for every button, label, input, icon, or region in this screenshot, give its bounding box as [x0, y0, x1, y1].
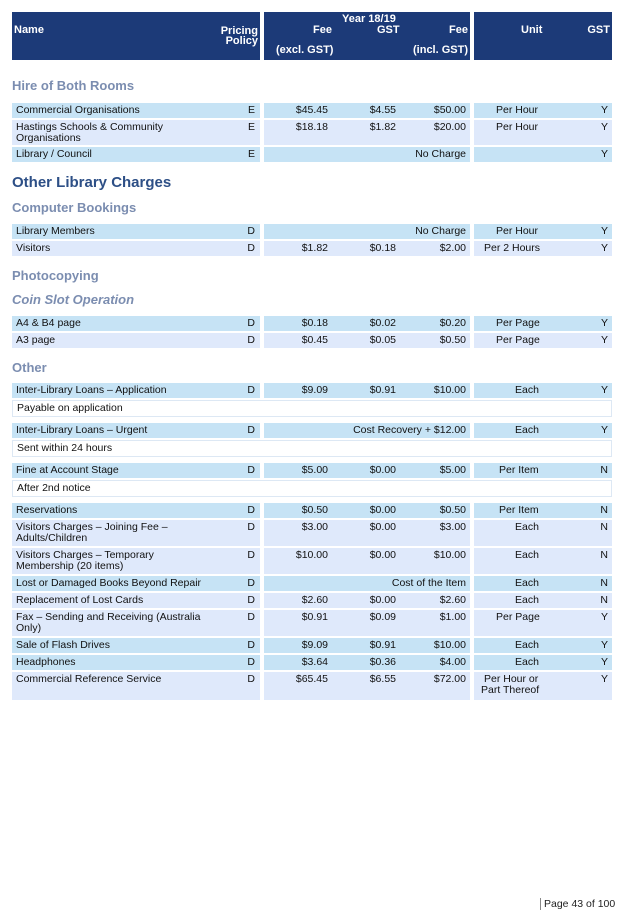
row-unit: Per 2 Hours — [484, 242, 541, 254]
row-gst: $0.09 — [369, 611, 396, 623]
row-fee-excl: $1.82 — [301, 242, 328, 254]
row-fee-excl: $3.64 — [301, 656, 328, 668]
section-photocopying: Photocopying — [12, 268, 99, 283]
row-fee-text: No Charge — [415, 148, 466, 160]
row-policy: D — [247, 225, 255, 237]
row-unit: Per Page — [496, 611, 540, 623]
row-gst-flag: N — [600, 594, 608, 606]
row-gst: $0.00 — [369, 504, 396, 516]
row-fee-incl: $10.00 — [433, 639, 466, 651]
row-unit-line1: Per Hour or — [484, 673, 539, 685]
page-number: Page 43 of 100 — [540, 898, 615, 910]
row-fee-excl: $65.45 — [295, 673, 328, 685]
table-row — [12, 316, 612, 331]
row-gst: $0.00 — [369, 464, 396, 476]
row-note — [12, 480, 612, 497]
header-pricing-policy-2: Policy — [225, 35, 258, 47]
row-policy: E — [247, 104, 255, 116]
row-unit: Per Page — [496, 334, 540, 346]
row-fee-excl: $2.60 — [301, 594, 328, 606]
row-fee-excl: $0.18 — [301, 317, 328, 329]
row-gst: $0.18 — [369, 242, 396, 254]
table-row — [12, 241, 612, 256]
row-policy: D — [247, 577, 255, 589]
table-row — [12, 593, 612, 608]
row-policy: D — [247, 549, 255, 561]
row-unit-line2: Part Thereof — [481, 684, 540, 696]
row-name: A4 & B4 page — [16, 317, 81, 329]
row-gst: $0.00 — [369, 549, 396, 561]
row-fee-text: Cost Recovery + $12.00 — [353, 424, 466, 436]
row-fee-incl: $50.00 — [433, 104, 466, 116]
row-gst: $6.55 — [369, 673, 396, 685]
row-name-line2: Only) — [16, 622, 42, 634]
section-coin-slot: Coin Slot Operation — [12, 292, 135, 307]
row-name: Headphones — [16, 656, 76, 668]
table-row — [12, 147, 612, 162]
table-row — [12, 463, 612, 478]
row-policy: D — [247, 317, 255, 329]
row-gst-flag: Y — [600, 334, 608, 346]
header-fee-incl: Fee — [449, 24, 468, 36]
row-gst-flag: Y — [600, 656, 608, 668]
row-unit: Per Hour — [496, 121, 539, 133]
row-name: Fine at Account Stage — [16, 464, 119, 476]
table-row — [12, 576, 612, 591]
section-hire-both-rooms: Hire of Both Rooms — [12, 78, 135, 93]
row-fee-incl: $2.00 — [439, 242, 466, 254]
table-row — [12, 224, 612, 239]
row-gst-flag: Y — [600, 148, 608, 160]
row-name: Reservations — [16, 504, 78, 516]
row-policy: D — [247, 424, 255, 436]
row-gst: $0.05 — [369, 334, 396, 346]
row-name: Sale of Flash Drives — [16, 639, 110, 651]
row-fee-excl: $5.00 — [301, 464, 328, 476]
header-gst: GST — [377, 24, 400, 36]
row-gst-flag: N — [600, 504, 608, 516]
header-year: Year 18/19 — [342, 13, 396, 25]
row-unit: Each — [515, 656, 539, 668]
table-header-unit-block — [474, 12, 612, 60]
row-name: Commercial Organisations — [16, 104, 140, 116]
row-policy: E — [247, 121, 255, 133]
row-unit: Each — [515, 594, 539, 606]
row-fee-incl: $0.50 — [439, 334, 466, 346]
row-unit: Each — [515, 577, 539, 589]
row-fee-excl: $9.09 — [301, 384, 328, 396]
row-fee-incl: $0.20 — [439, 317, 466, 329]
row-note-text: Sent within 24 hours — [17, 442, 113, 454]
table-row — [12, 655, 612, 670]
row-fee-text: Cost of the Item — [391, 577, 466, 589]
row-name: Commercial Reference Service — [16, 673, 162, 685]
row-note-text: After 2nd notice — [17, 482, 91, 494]
header-fee-excl: Fee — [313, 24, 332, 36]
row-policy: D — [247, 673, 255, 685]
row-name-line2: Adults/Children — [16, 532, 88, 544]
row-gst-flag: N — [600, 464, 608, 476]
row-unit: Each — [515, 521, 539, 533]
table-header-name-block — [12, 12, 260, 60]
section-other-library-charges: Other Library Charges — [12, 174, 172, 191]
row-gst-flag: Y — [600, 384, 608, 396]
row-unit: Per Item — [499, 504, 539, 516]
row-gst-flag: Y — [600, 104, 608, 116]
row-name: Hastings Schools & Community Organisations — [16, 121, 164, 144]
row-gst-flag: Y — [600, 121, 608, 133]
row-fee-incl: $2.60 — [439, 594, 466, 606]
row-fee-incl: $5.00 — [439, 464, 466, 476]
row-gst: $0.36 — [369, 656, 396, 668]
row-policy: D — [247, 384, 255, 396]
table-row — [12, 333, 612, 348]
row-gst-flag: Y — [600, 673, 608, 685]
row-gst-flag: Y — [600, 639, 608, 651]
row-gst-flag: Y — [600, 424, 608, 436]
row-fee-excl: $18.18 — [295, 121, 328, 133]
row-policy: D — [247, 242, 255, 254]
row-policy: D — [247, 656, 255, 668]
row-name: Visitors — [16, 242, 51, 254]
row-unit: Per Page — [496, 317, 540, 329]
header-name: Name — [14, 24, 44, 36]
row-unit: Each — [515, 424, 539, 436]
table-row — [12, 383, 612, 398]
row-unit: Each — [515, 384, 539, 396]
section-computer-bookings: Computer Bookings — [12, 200, 137, 215]
table-row — [12, 103, 612, 118]
row-fee-excl: $0.45 — [301, 334, 328, 346]
header-unit: Unit — [521, 24, 543, 36]
row-gst: $1.82 — [369, 121, 396, 133]
row-note-text: Payable on application — [17, 402, 123, 414]
row-gst-flag: N — [600, 577, 608, 589]
header-fee-excl-sub: (excl. GST) — [276, 44, 334, 56]
section-other: Other — [12, 360, 47, 375]
row-gst-flag: N — [600, 521, 608, 533]
header-fee-incl-sub: (incl. GST) — [413, 44, 468, 56]
row-policy: D — [247, 504, 255, 516]
row-gst-flag: Y — [600, 225, 608, 237]
row-policy: D — [247, 464, 255, 476]
row-gst-flag: N — [600, 549, 608, 561]
row-fee-text: No Charge — [415, 225, 466, 237]
row-fee-excl: $9.09 — [301, 639, 328, 651]
row-name: Inter-Library Loans – Application — [16, 384, 167, 396]
row-fee-incl: $0.50 — [439, 504, 466, 516]
row-gst: $0.91 — [369, 639, 396, 651]
row-gst-flag: Y — [600, 611, 608, 623]
table-row — [12, 423, 612, 438]
row-unit: Per Hour — [496, 225, 539, 237]
row-policy: D — [247, 334, 255, 346]
row-fee-excl: $0.50 — [301, 504, 328, 516]
row-fee-incl: $3.00 — [439, 521, 466, 533]
row-gst: $0.00 — [369, 594, 396, 606]
row-gst-flag: Y — [600, 242, 608, 254]
table-row — [12, 610, 612, 636]
row-unit: Per Item — [499, 464, 539, 476]
header-pricing-policy-1: Pricing — [220, 25, 258, 37]
row-name: A3 page — [16, 334, 56, 346]
row-name: Library / Council — [16, 148, 92, 160]
table-row — [12, 548, 612, 574]
row-name: Library Members — [16, 225, 95, 237]
row-fee-excl: $45.45 — [295, 104, 328, 116]
row-gst: $0.02 — [369, 317, 396, 329]
row-name-line1: Visitors Charges – Temporary — [16, 549, 154, 561]
table-row — [12, 672, 612, 700]
table-row — [12, 520, 612, 546]
row-policy: D — [247, 611, 255, 623]
row-unit: Each — [515, 639, 539, 651]
row-unit: Per Hour — [496, 104, 539, 116]
row-fee-excl: $3.00 — [301, 521, 328, 533]
header-gst-flag: GST — [587, 24, 610, 36]
row-note — [12, 400, 612, 417]
row-policy: D — [247, 521, 255, 533]
row-fee-incl: $1.00 — [439, 611, 466, 623]
row-name-line1: Fax – Sending and Receiving (Australia — [16, 611, 201, 623]
row-policy: D — [247, 639, 255, 651]
row-fee-excl: $0.91 — [301, 611, 328, 623]
row-gst: $0.00 — [369, 521, 396, 533]
row-name-line2: Membership (20 items) — [16, 560, 124, 572]
row-fee-incl: $20.00 — [433, 121, 466, 133]
row-policy: E — [247, 148, 255, 160]
row-gst-flag: Y — [600, 317, 608, 329]
row-unit: Each — [515, 549, 539, 561]
row-note — [12, 440, 612, 457]
row-name: Replacement of Lost Cards — [16, 594, 144, 606]
table-row — [12, 120, 612, 145]
row-fee-incl: $72.00 — [433, 673, 466, 685]
table-row — [12, 503, 612, 518]
row-fee-excl: $10.00 — [295, 549, 328, 561]
row-fee-incl: $4.00 — [439, 656, 466, 668]
row-fee-incl: $10.00 — [433, 384, 466, 396]
row-name: Inter-Library Loans – Urgent — [16, 424, 148, 436]
row-fee-incl: $10.00 — [433, 549, 466, 561]
table-row — [12, 638, 612, 653]
row-gst: $4.55 — [369, 104, 396, 116]
row-name-line1: Visitors Charges – Joining Fee – — [16, 521, 168, 533]
row-gst: $0.91 — [369, 384, 396, 396]
row-policy: D — [247, 594, 255, 606]
row-name: Lost or Damaged Books Beyond Repair — [16, 577, 202, 589]
table-header-fee-block — [264, 12, 470, 60]
